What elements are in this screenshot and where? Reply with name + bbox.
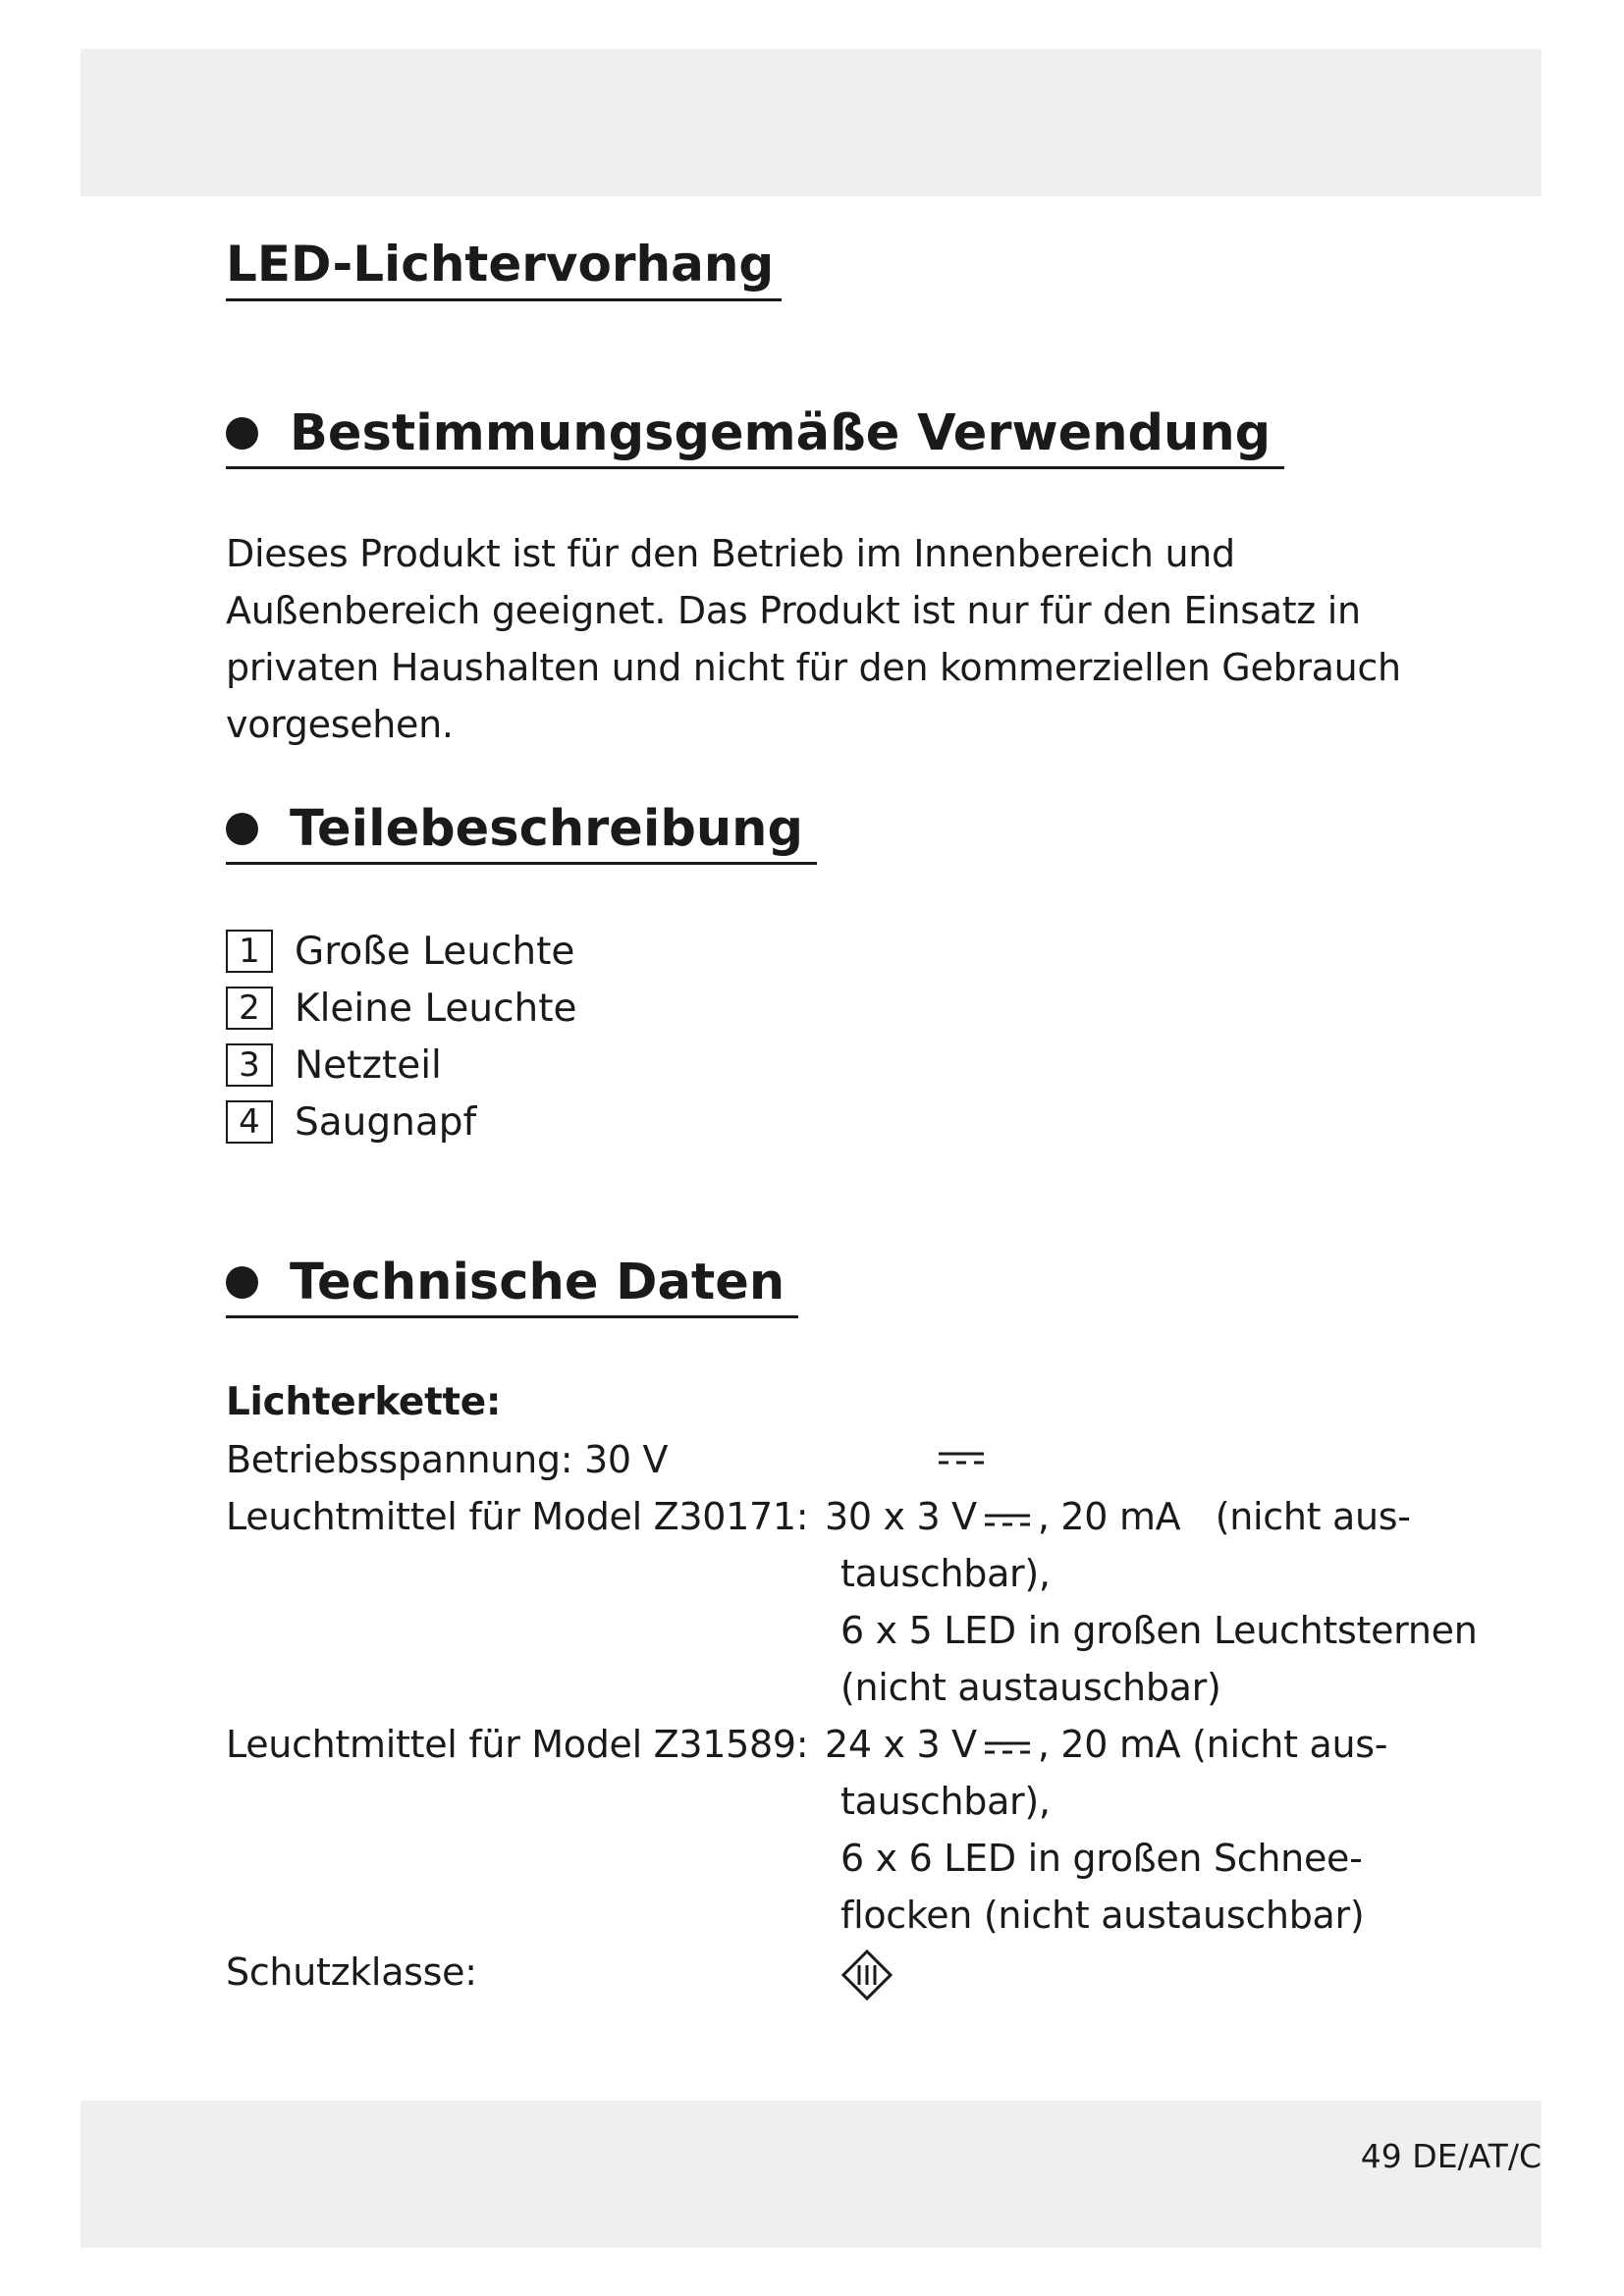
- list-item: [226, 923, 577, 980]
- dc-current-icon: [937, 1447, 986, 1468]
- heading-technische-daten: [226, 1254, 798, 1318]
- spec-line: flocken (nicht austauschbar): [840, 1894, 1365, 1937]
- heading-teilebeschreibung: [226, 800, 817, 865]
- spec-block: [226, 1374, 1478, 2002]
- heading-text: Teilebeschreibung: [290, 800, 803, 858]
- list-item: [226, 1094, 577, 1150]
- spec-text: , 20 mA (nicht aus-: [1037, 1723, 1388, 1766]
- part-number-box: 3: [226, 1043, 273, 1087]
- spec-value: [825, 1716, 1453, 1944]
- spec-value: [825, 1944, 1453, 2002]
- header-band: [81, 49, 1542, 196]
- spec-text: 24 x 3 V: [825, 1723, 977, 1766]
- spec-row-model-z30171: [226, 1488, 1478, 1716]
- spec-text: , 20 mA (nicht aus-: [1037, 1495, 1411, 1538]
- page-number: 49 DE/AT/C: [1360, 2137, 1542, 2175]
- spec-row-betriebsspannung: [226, 1431, 1453, 1488]
- part-label: Netzteil: [295, 1042, 442, 1088]
- footer-band: [81, 2101, 1542, 2248]
- document-title: LED-Lichtervorhang: [226, 236, 782, 301]
- protection-class-iii-icon: [840, 1949, 893, 2002]
- spec-line: tauschbar),: [840, 1552, 1051, 1595]
- spec-line: [825, 1716, 1453, 1773]
- spec-line: (nicht austauschbar): [840, 1666, 1221, 1709]
- spec-label: Schutzklasse:: [226, 1950, 477, 1994]
- heading-text: Bestimmungsgemäße Verwendung: [290, 404, 1272, 462]
- list-item: [226, 1037, 577, 1094]
- spec-label: Leuchtmittel für Model Z30171:: [226, 1495, 809, 1538]
- spec-text: 30 x 3 V: [825, 1495, 977, 1538]
- spec-line: [825, 1488, 1477, 1545]
- dc-current-icon: [983, 1509, 1032, 1530]
- bullet-icon: [226, 1266, 258, 1299]
- part-label: Große Leuchte: [295, 929, 575, 974]
- part-number-box: 1: [226, 930, 273, 973]
- spec-line: 6 x 5 LED in großen Leuchtsternen: [840, 1609, 1478, 1652]
- parts-list: [226, 923, 577, 1150]
- spec-value: [825, 1488, 1477, 1716]
- part-label: Kleine Leuchte: [295, 986, 577, 1031]
- heading-bestimmungsgemaesse-verwendung: [226, 404, 1284, 469]
- heading-text: Technische Daten: [290, 1254, 785, 1311]
- bullet-icon: [226, 813, 258, 845]
- spec-line: tauschbar),: [840, 1780, 1051, 1823]
- list-item: [226, 980, 577, 1037]
- part-number-box: 2: [226, 987, 273, 1030]
- spec-label: Betriebsspannung: 30 V: [226, 1438, 669, 1481]
- spec-row-model-z31589: [226, 1716, 1453, 1944]
- spec-subheading: Lichterkette:: [226, 1380, 502, 1424]
- part-number-box: 4: [226, 1100, 273, 1144]
- spec-row-schutzklasse: [226, 1944, 1453, 2002]
- verwendung-paragraph: Dieses Produkt ist für den Betrieb im Innenbereich und Außenbereich geeignet. Das Produkt ist nur für den Einsatz in privaten Haushalten und nicht für den kommerziellen Gebrauch vorgesehen.: [226, 532, 1401, 746]
- bullet-icon: [226, 417, 258, 450]
- part-label: Saugnapf: [295, 1099, 477, 1145]
- spec-line: 6 x 6 LED in großen Schnee-: [840, 1837, 1363, 1880]
- dc-current-icon: [983, 1736, 1032, 1758]
- spec-label: Leuchtmittel für Model Z31589:: [226, 1723, 809, 1766]
